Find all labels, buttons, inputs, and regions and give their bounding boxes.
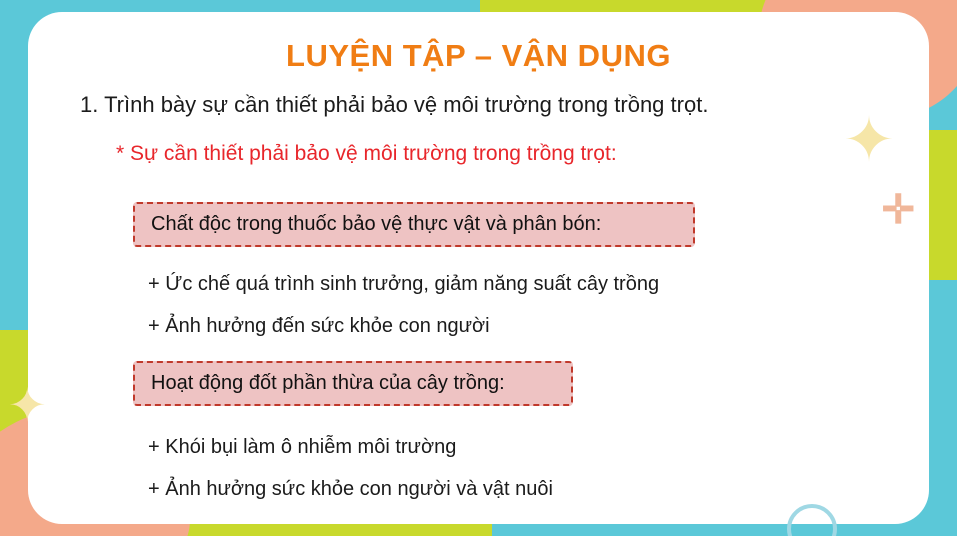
bullet-item: + Ức chế quá trình sinh trưởng, giảm năng suất cây trồng	[148, 273, 660, 295]
subheading-text: * Sự cần thiết phải bảo vệ môi trường trong trồng trọt:	[116, 142, 617, 165]
slide-content	[28, 12, 929, 524]
plus-icon: ✛	[78, 449, 115, 498]
highlight-box-pesticide: Chất độc trong thuốc bảo vệ thực vật và phân bón:	[133, 202, 695, 247]
bullet-item: + Khói bụi làm ô nhiễm môi trường	[148, 436, 457, 458]
bullet-item: + Ảnh hưởng đến sức khỏe con người	[148, 315, 490, 337]
bullet-item: + Ảnh hưởng sức khỏe con người và vật nuôi	[148, 478, 553, 500]
sparkle-icon: ✦	[843, 106, 895, 175]
highlight-box-burning: Hoạt động đốt phần thừa của cây trồng:	[133, 361, 573, 406]
plus-icon: ✛	[881, 188, 915, 232]
page-title: LUYỆN TẬP – VẬN DỤNG	[286, 38, 671, 73]
sparkle-icon: ✦	[8, 379, 47, 431]
question-text: 1. Trình bày sự cần thiết phải bảo vệ môi trường trong trồng trọt.	[80, 92, 709, 117]
